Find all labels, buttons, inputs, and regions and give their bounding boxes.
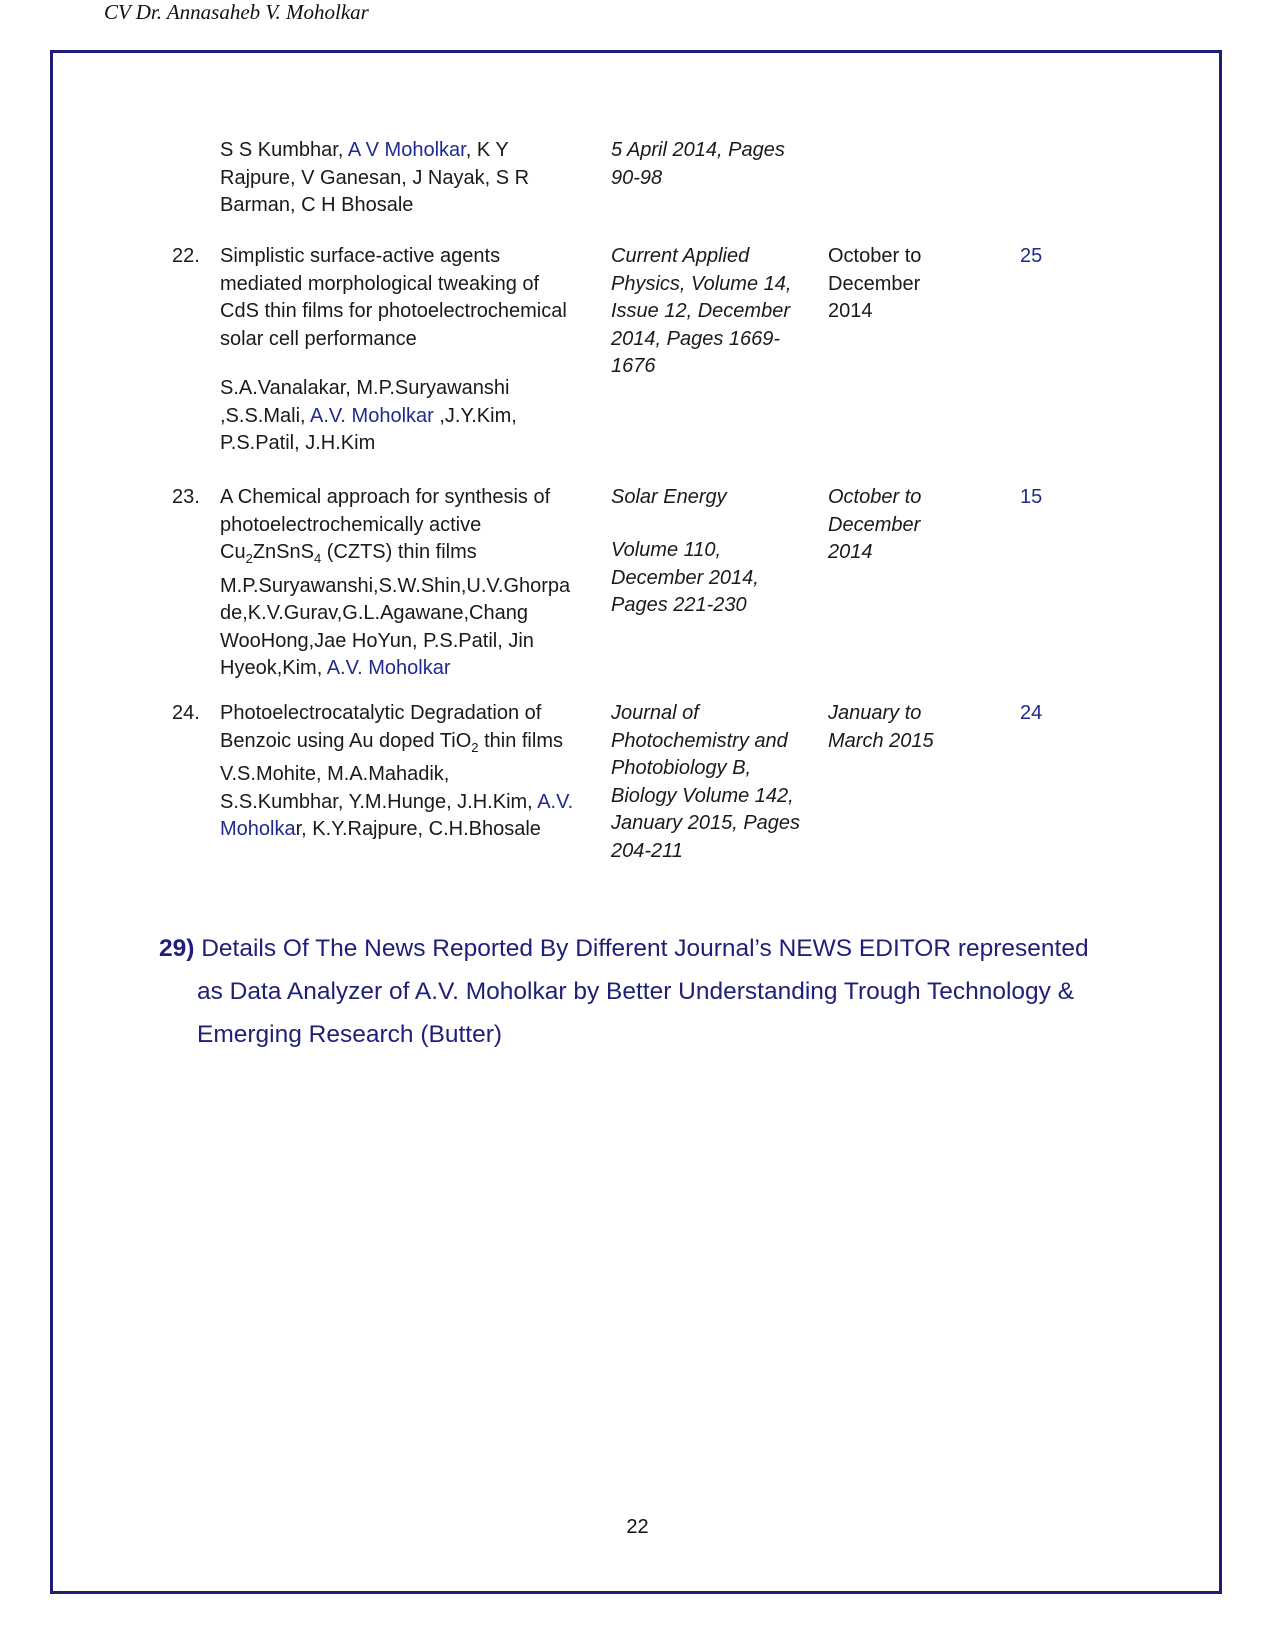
- section-number: 29): [159, 935, 195, 962]
- entry-24-period: January to March 2015: [828, 702, 934, 752]
- running-header: CV Dr. Annasaheb V. Moholkar: [104, 0, 369, 24]
- entry-23-period: October to December 2014: [828, 486, 922, 563]
- entry-22-citations: 25: [1020, 245, 1043, 267]
- section-line3: Emerging Research (Butter): [197, 1021, 503, 1048]
- section-heading: [159, 927, 1119, 1056]
- section-line2: as Data Analyzer of A.V. Moholkar by Better Understanding Trough Technology &: [197, 978, 1075, 1005]
- entry-23-text: A Chemical approach for synthesis of photoelectrochemically active $Cu_2ZnSnS_4$ (CZTS) thin films M.P.Suryawanshi,S.W.Shin,U.V.Ghorpa de,K.V.Gurav,G.L.Agawane,Chang WooHong,Jae HoYun, P.S.Patil, Jin Hyeok,Kim, A.V. Moholkar: [220, 486, 571, 679]
- entry-24-number: 24.: [172, 702, 200, 724]
- entry-21-authors: S S Kumbhar, A V Moholkar, K Y Rajpure, V Ganesan, J Nayak, S R Barman, C H Bhosale: [220, 139, 530, 216]
- author-link[interactable]: A.V.: [537, 790, 574, 813]
- entry-24-journal: Journal of Photochemistry and Photobiology B, Biology Volume 142, January 2015, Pages 204-211: [611, 702, 801, 862]
- entry-24-text: Photoelectrocatalytic Degradation of Benzoic using Au doped TiO$_2$ thin films V.S.Mohite, M.A.Mahadik, S.S.Kumbhar, Y.M.Hunge, J.H.Kim, A.V. Moholkar, K.Y.Rajpure, C.H.Bhosale: [220, 702, 574, 840]
- author-link-continued[interactable]: Moholka: [220, 818, 296, 840]
- entry-23-journal-detail: Volume 110, December 2014, Pages 221-230: [611, 539, 759, 616]
- author-link[interactable]: A.V. Moholkar: [326, 657, 451, 679]
- entry-22-authors: S.A.Vanalakar, M.P.Suryawanshi ,S.S.Mali, A.V. Moholkar ,J.Y.Kim, P.S.Patil, J.H.Kim: [220, 377, 517, 454]
- formula: $Cu_2ZnSnS_4$ (CZTS) thin films: [220, 541, 477, 566]
- entry-23-number: 23.: [172, 486, 200, 508]
- entry-22-title: Simplistic surface-active agents mediated morphological tweaking of CdS thin films for photoelectrochemical solar cell performance: [220, 245, 567, 350]
- entry-22-period: October to December 2014: [828, 245, 922, 322]
- page-number: 22: [626, 1516, 649, 1538]
- entry-24-citations: 24: [1020, 702, 1043, 724]
- author-link[interactable]: A V Moholkar: [347, 139, 466, 161]
- entry-21-journal: 5 April 2014, Pages 90-98: [611, 139, 785, 189]
- section-line1: Details Of The News Reported By Different Journal’s NEWS EDITOR represented: [201, 935, 1089, 962]
- entry-22-journal: Current Applied Physics, Volume 14, Issue 12, December 2014, Pages 1669- 1676: [611, 245, 792, 377]
- entry-23-journal: Solar Energy: [611, 486, 727, 508]
- author-link[interactable]: A.V. Moholkar: [310, 404, 434, 427]
- entry-22-number: 22.: [172, 245, 200, 267]
- entry-23-citations: 15: [1020, 486, 1043, 508]
